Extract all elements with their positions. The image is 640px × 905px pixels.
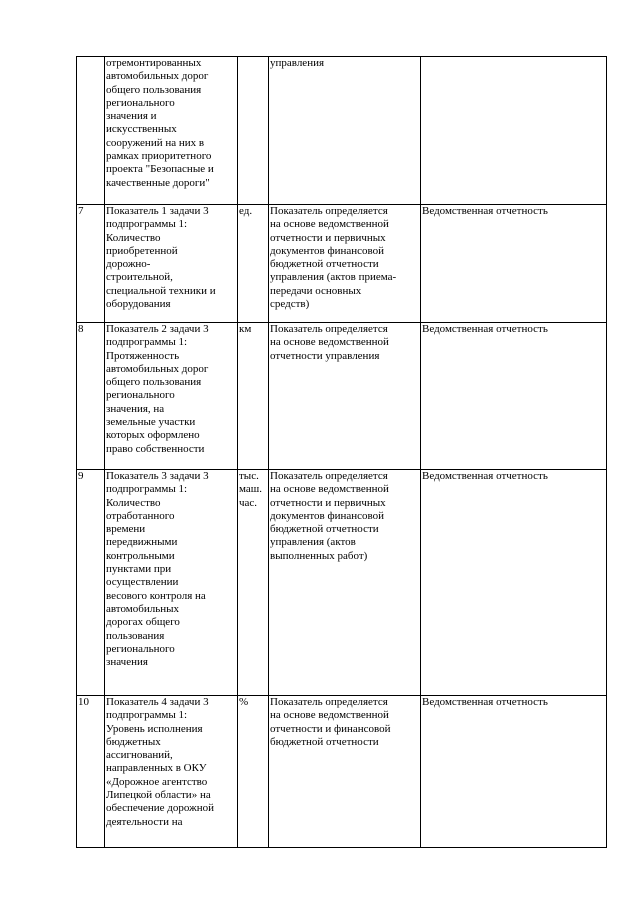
table-row <box>77 696 607 848</box>
unit-cell: км <box>238 323 269 470</box>
row-number-cell: 7 <box>77 205 105 323</box>
calculation-method-cell: Показатель определяется на основе ведомственной отчетности и первичных документов финансовой бюджетной отчетности управления (актов приема- передачи основных средств) <box>269 205 421 323</box>
unit-cell <box>238 57 269 205</box>
calculation-method-cell: Показатель определяется на основе ведомственной отчетности управления <box>269 323 421 470</box>
table-row <box>77 205 607 323</box>
unit-cell: тыс. маш. час. <box>238 470 269 696</box>
data-source-cell: Ведомственная отчетность <box>421 323 607 470</box>
calculation-method-cell: Показатель определяется на основе ведомственной отчетности и финансовой бюджетной отчетности <box>269 696 421 848</box>
indicator-name-cell: Показатель 3 задачи 3 подпрограммы 1: Количество отработанного времени передвижными контрольными пунктами при осуществлении весового контроля на автомобильных дорогах общего пользования регионального значения <box>105 470 238 696</box>
unit-cell: % <box>238 696 269 848</box>
indicator-name-cell: Показатель 4 задачи 3 подпрограммы 1: Уровень исполнения бюджетных ассигнований, направленных в ОКУ «Дорожное агентство Липецкой области» на обеспечение дорожной деятельности на <box>105 696 238 848</box>
table-row <box>77 323 607 470</box>
indicator-name-cell: отремонтированных автомобильных дорог общего пользования регионального значения и искусственных сооружений на них в рамках приоритетного проекта "Безопасные и качественные дороги" <box>105 57 238 205</box>
row-number-cell <box>77 57 105 205</box>
data-source-cell <box>421 57 607 205</box>
calculation-method-cell: управления <box>269 57 421 205</box>
data-source-cell: Ведомственная отчетность <box>421 205 607 323</box>
calculation-method-cell: Показатель определяется на основе ведомственной отчетности и первичных документов финансовой бюджетной отчетности управления (актов выполненных работ) <box>269 470 421 696</box>
row-number-cell: 8 <box>77 323 105 470</box>
unit-cell: ед. <box>238 205 269 323</box>
indicator-name-cell: Показатель 2 задачи 3 подпрограммы 1: Протяженность автомобильных дорог общего пользования регионального значения, на земельные участки которых оформлено право собственности <box>105 323 238 470</box>
table-row <box>77 470 607 696</box>
row-number-cell: 9 <box>77 470 105 696</box>
table-row <box>77 57 607 205</box>
row-number-cell: 10 <box>77 696 105 848</box>
data-source-cell: Ведомственная отчетность <box>421 470 607 696</box>
indicators-table <box>76 56 607 848</box>
data-source-cell: Ведомственная отчетность <box>421 696 607 848</box>
indicator-name-cell: Показатель 1 задачи 3 подпрограммы 1: Количество приобретенной дорожно- строительной, специальной техники и оборудования <box>105 205 238 323</box>
